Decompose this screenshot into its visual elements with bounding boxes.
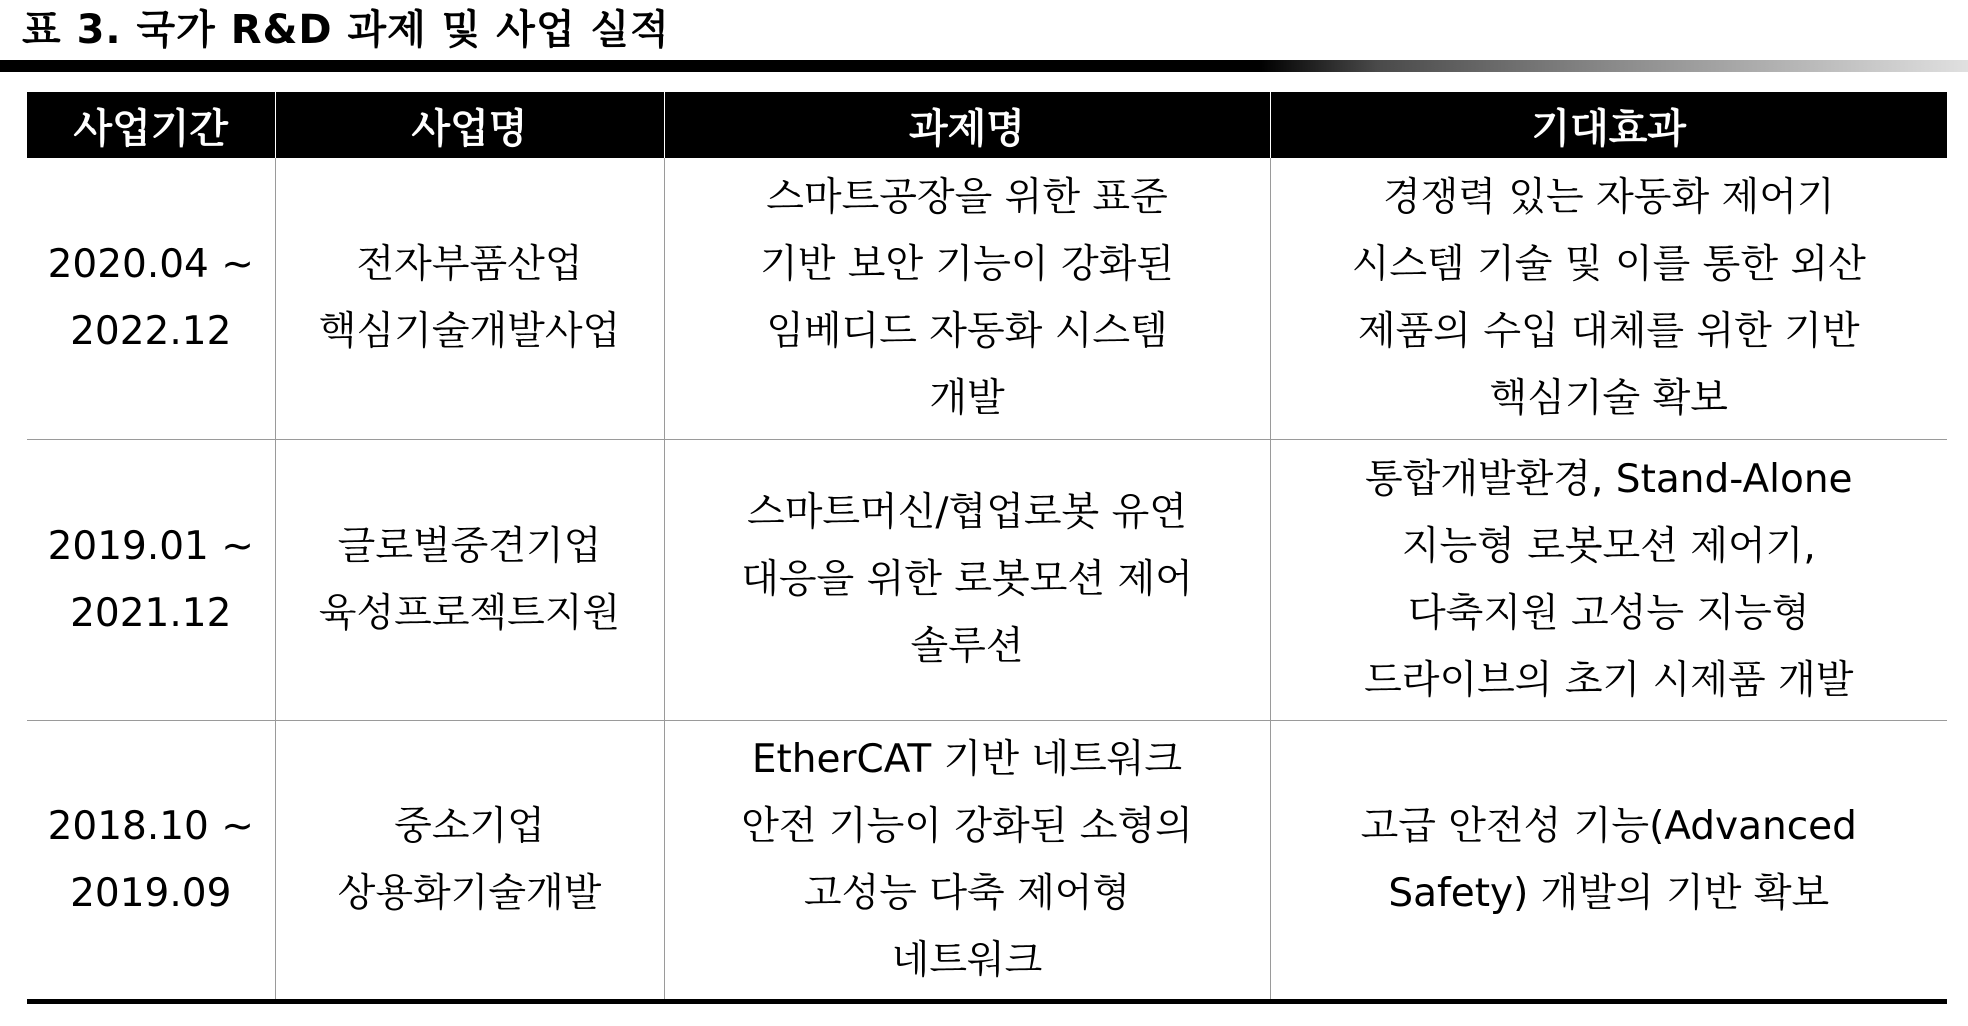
header-business: 사업명 bbox=[275, 92, 664, 158]
cell-line: 2021.12 bbox=[70, 590, 232, 636]
cell-line: 솔루션 bbox=[910, 624, 1024, 669]
cell-line: Safety) 개발의 기반 확보 bbox=[1388, 870, 1830, 916]
cell-line: 2020.04 ~ bbox=[47, 242, 254, 288]
caption-rule bbox=[0, 60, 1968, 72]
cell-project bbox=[664, 720, 1270, 1001]
cell-line: 핵심기술개발사업 bbox=[318, 309, 621, 355]
cell-line: 스마트공장을 위한 표준 bbox=[766, 175, 1168, 221]
cell-project bbox=[664, 158, 1270, 439]
table-body bbox=[27, 158, 1947, 1001]
table-row bbox=[27, 158, 1947, 439]
cell-line: 스마트머신/협업로봇 유연 bbox=[747, 490, 1187, 535]
cell-line: 2018.10 ~ bbox=[47, 803, 254, 849]
header-effect: 기대효과 bbox=[1270, 92, 1947, 158]
header-period: 사업기간 bbox=[27, 92, 275, 158]
cell-line: 대응을 위한 로봇모션 제어 bbox=[741, 557, 1193, 602]
table-row bbox=[27, 439, 1947, 720]
cell-line: 다축지원 고성능 지능형 bbox=[1407, 590, 1810, 636]
cell-line: 2022.12 bbox=[70, 309, 232, 355]
cell-line: 핵심기술 확보 bbox=[1489, 376, 1728, 422]
cell-line: 고급 안전성 기능(Advanced bbox=[1360, 803, 1857, 849]
table-header bbox=[27, 92, 1947, 158]
cell-line: 고성능 다축 제어형 bbox=[803, 870, 1131, 916]
cell-effect bbox=[1270, 720, 1947, 1001]
header-project: 과제명 bbox=[664, 92, 1270, 158]
cell-line: 네트워크 bbox=[891, 937, 1043, 983]
cell-business bbox=[275, 439, 664, 720]
cell-line: 제품의 수입 대체를 위한 기반 bbox=[1357, 309, 1860, 355]
cell-line: 시스템 기술 및 이를 통한 외산 bbox=[1351, 242, 1866, 288]
cell-business bbox=[275, 720, 664, 1001]
cell-line: 임베디드 자동화 시스템 bbox=[766, 309, 1168, 355]
header-row bbox=[27, 92, 1947, 158]
cell-line: 경쟁력 있는 자동화 제어기 bbox=[1382, 175, 1835, 221]
rnd-table bbox=[27, 92, 1947, 1004]
cell-effect bbox=[1270, 158, 1947, 439]
cell-business bbox=[275, 158, 664, 439]
cell-period bbox=[27, 439, 275, 720]
cell-project bbox=[664, 439, 1270, 720]
cell-effect bbox=[1270, 439, 1947, 720]
cell-line: 드라이브의 초기 시제품 개발 bbox=[1364, 657, 1854, 703]
cell-line: 통합개발환경, Stand-Alone bbox=[1364, 456, 1853, 502]
cell-line: 2019.01 ~ bbox=[47, 523, 254, 569]
cell-line: 상용화기술개발 bbox=[337, 870, 602, 916]
cell-line: 글로벌중견기업 bbox=[337, 523, 602, 569]
cell-period bbox=[27, 720, 275, 1001]
cell-line: 2019.09 bbox=[70, 870, 232, 916]
cell-line: 기반 보안 기능이 강화된 bbox=[760, 242, 1174, 288]
cell-line: 안전 기능이 강화된 소형의 bbox=[741, 803, 1193, 849]
cell-line: 육성프로젝트지원 bbox=[318, 590, 621, 636]
cell-period bbox=[27, 158, 275, 439]
table-caption: 표 3. 국가 R&D 과제 및 사업 실적 bbox=[22, 7, 670, 53]
cell-line: 개발 bbox=[929, 376, 1005, 422]
cell-line: EtherCAT 기반 네트워크 bbox=[751, 736, 1183, 782]
cell-line: 전자부품산업 bbox=[356, 242, 583, 288]
cell-line: 중소기업 bbox=[394, 803, 545, 849]
cell-line: 지능형 로봇모션 제어기, bbox=[1401, 523, 1816, 569]
table-row bbox=[27, 720, 1947, 1001]
rnd-table-grid bbox=[27, 92, 1947, 1004]
